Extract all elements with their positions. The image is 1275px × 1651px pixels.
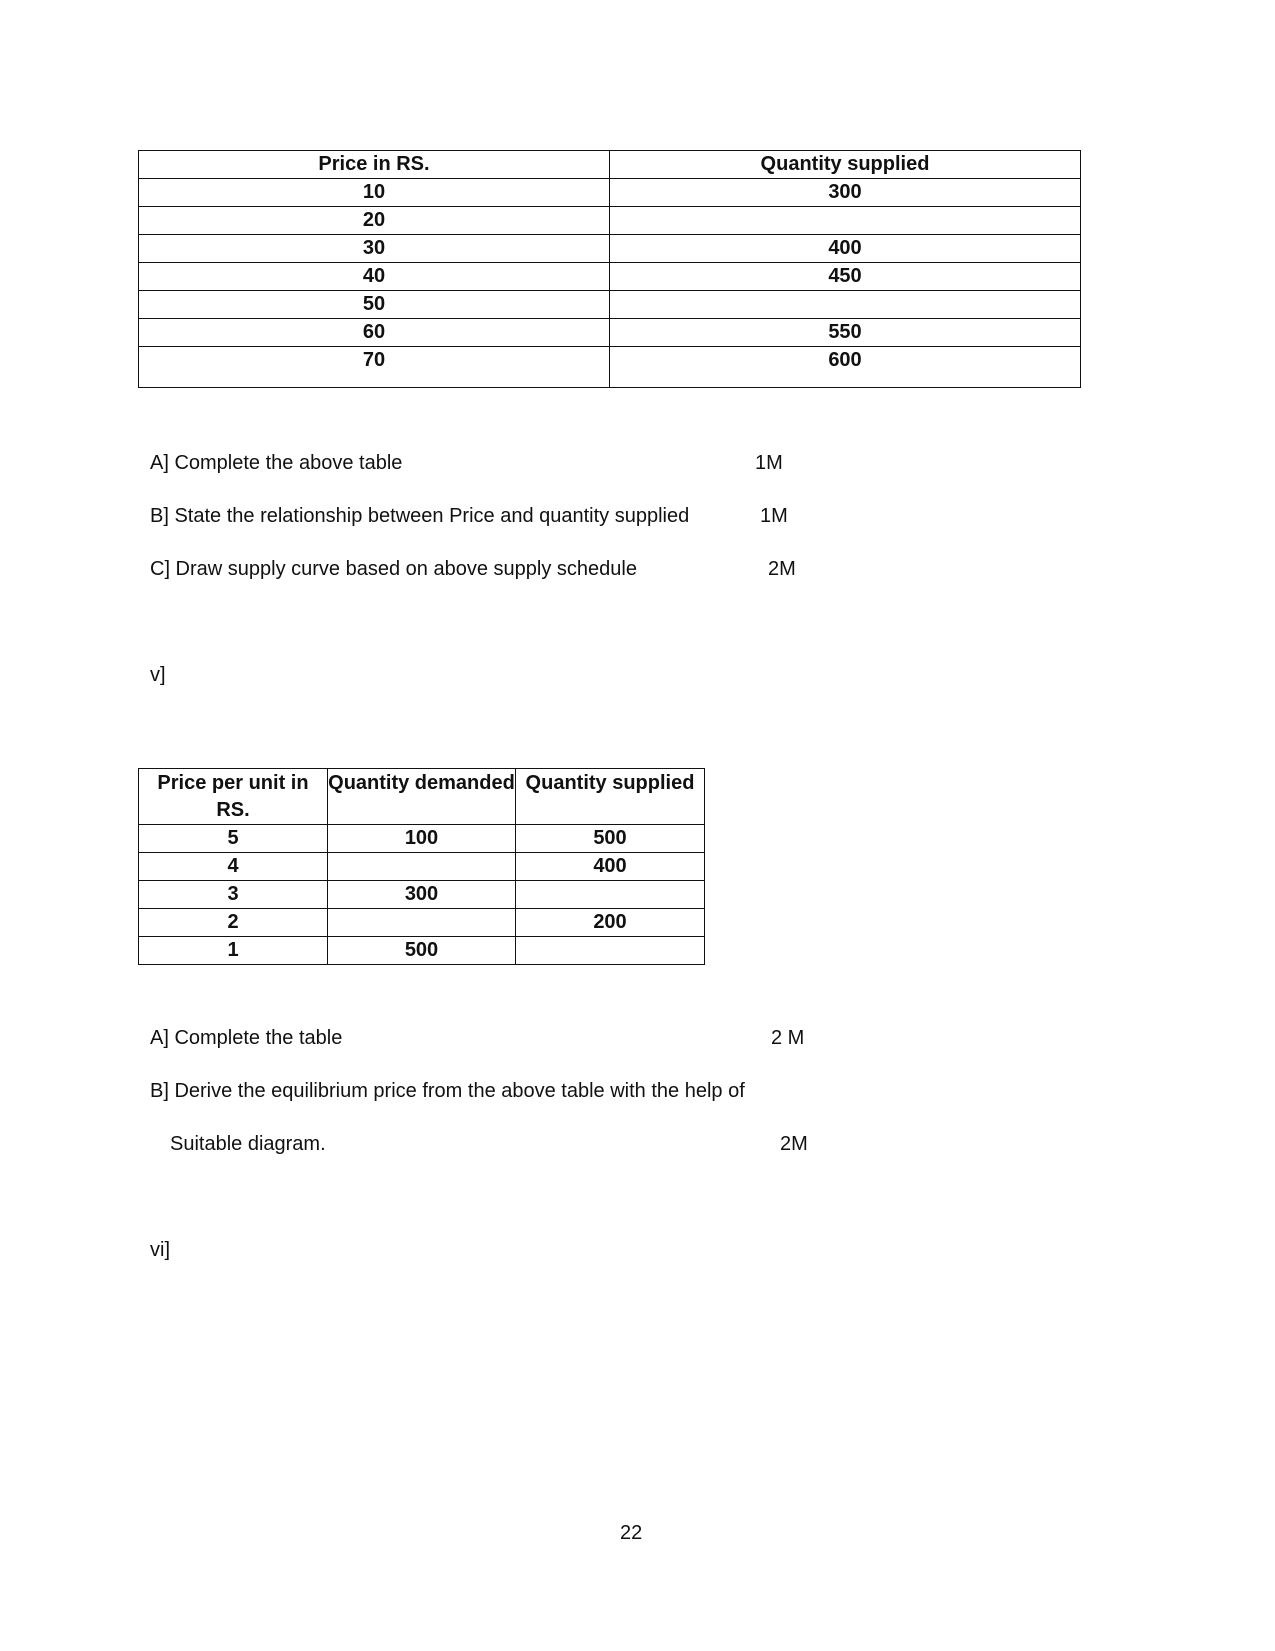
- cell-supplied: [516, 937, 705, 965]
- demand-supply-table: [138, 768, 705, 965]
- question-a-text: A] Complete the above table: [150, 452, 403, 474]
- question-c-marks: 2M: [768, 558, 796, 580]
- cell-price: 70: [139, 347, 610, 388]
- cell-demanded: [328, 853, 516, 881]
- header-quantity-supplied: Quantity supplied: [610, 151, 1081, 179]
- question-2a-text: A] Complete the table: [150, 1027, 343, 1049]
- table-row: [139, 179, 1081, 207]
- cell-price: 50: [139, 291, 610, 319]
- question-2b-marks: 2M: [780, 1133, 808, 1155]
- question-2b-continuation: Suitable diagram.: [170, 1133, 326, 1155]
- cell-quantity: [610, 291, 1081, 319]
- question-2b-text: B] Derive the equilibrium price from the above table with the help of: [150, 1080, 745, 1102]
- header-price: Price in RS.: [139, 151, 610, 179]
- table-row: [139, 881, 705, 909]
- cell-supplied: 500: [516, 825, 705, 853]
- question-2a-marks: 2 M: [771, 1027, 805, 1049]
- question-b-text: B] State the relationship between Price and quantity supplied: [150, 505, 690, 527]
- cell-price: 20: [139, 207, 610, 235]
- cell-price: 2: [139, 909, 328, 937]
- cell-quantity: [610, 207, 1081, 235]
- table-row: [139, 207, 1081, 235]
- cell-price: 5: [139, 825, 328, 853]
- cell-price: 30: [139, 235, 610, 263]
- cell-price: 4: [139, 853, 328, 881]
- table-row: [139, 853, 705, 881]
- table-row: [139, 347, 1081, 388]
- cell-supplied: [516, 881, 705, 909]
- header-quantity-supplied: Quantity supplied: [516, 769, 705, 825]
- cell-quantity: 450: [610, 263, 1081, 291]
- cell-price: 3: [139, 881, 328, 909]
- question-b-marks: 1M: [760, 505, 788, 527]
- cell-price: 1: [139, 937, 328, 965]
- table-row: [139, 235, 1081, 263]
- table-header-row: [139, 769, 705, 825]
- question-c-text: C] Draw supply curve based on above supply schedule: [150, 558, 637, 580]
- table-row: [139, 291, 1081, 319]
- table-row: [139, 263, 1081, 291]
- section-v-label: v]: [150, 664, 166, 686]
- table-row: [139, 937, 705, 965]
- question-a-marks: 1M: [755, 452, 783, 474]
- cell-quantity: 400: [610, 235, 1081, 263]
- cell-supplied: 400: [516, 853, 705, 881]
- section-vi-label: vi]: [150, 1239, 170, 1261]
- table-header-row: [139, 151, 1081, 179]
- header-price-per-unit: Price per unit in RS.: [139, 769, 328, 825]
- cell-quantity: 600: [610, 347, 1081, 388]
- cell-price: 10: [139, 179, 610, 207]
- table-row: [139, 909, 705, 937]
- cell-quantity: 550: [610, 319, 1081, 347]
- cell-supplied: 200: [516, 909, 705, 937]
- supply-schedule-table: [138, 150, 1081, 388]
- cell-demanded: 300: [328, 881, 516, 909]
- cell-price: 60: [139, 319, 610, 347]
- cell-demanded: 100: [328, 825, 516, 853]
- header-quantity-demanded: Quantity demanded: [328, 769, 516, 825]
- cell-quantity: 300: [610, 179, 1081, 207]
- table-row: [139, 825, 705, 853]
- page-number: 22: [620, 1522, 643, 1544]
- cell-demanded: 500: [328, 937, 516, 965]
- table-row: [139, 319, 1081, 347]
- cell-demanded: [328, 909, 516, 937]
- cell-price: 40: [139, 263, 610, 291]
